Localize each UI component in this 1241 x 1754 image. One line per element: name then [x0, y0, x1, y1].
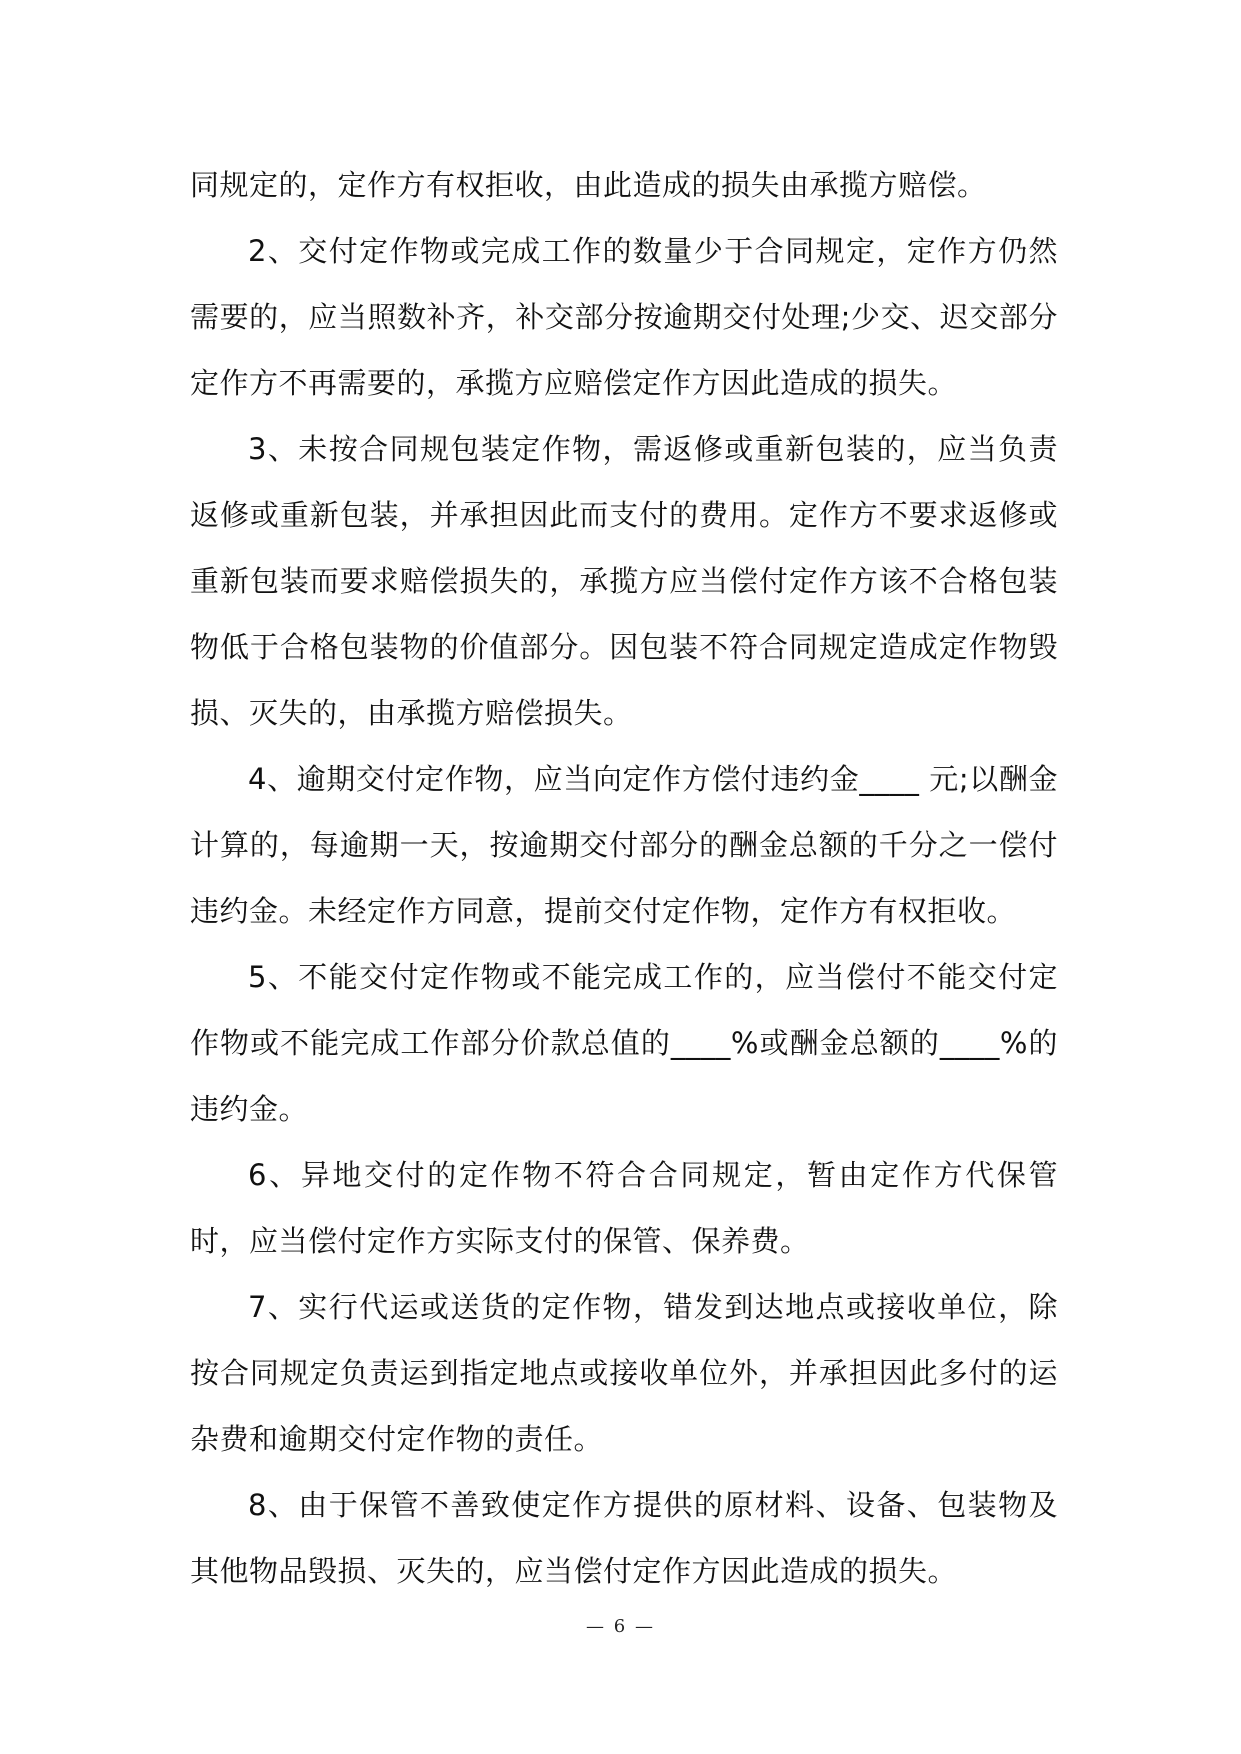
paragraph-clause-4: 4、逾期交付定作物，应当向定作方偿付违约金____ 元;以酬金计算的，每逾期一天，按逾期交付部分的酬金总额的千分之一偿付违约金。未经定作方同意，提前交付定作物，定作方有权拒收。 — [190, 762, 1058, 928]
page-number: — 6 — — [586, 1616, 655, 1637]
paragraph-clause-3: 3、未按合同规包装定作物，需返修或重新包装的，应当负责返修或重新包装，并承担因此而支付的费用。定作方不要求返修或重新包装而要求赔偿损失的，承揽方应当偿付定作方该不合格包装物低于合格包装物的价值部分。因包装不符合同规定造成定作物毁损、灭失的，由承揽方赔偿损失。 — [190, 432, 1058, 730]
paragraph-clause-8: 8、由于保管不善致使定作方提供的原材料、设备、包装物及其他物品毁损、灭失的，应当偿付定作方因此造成的损失。 — [190, 1488, 1058, 1588]
paragraph-clause-2: 2、交付定作物或完成工作的数量少于合同规定，定作方仍然需要的，应当照数补齐，补交部分按逾期交付处理;少交、迟交部分定作方不再需要的，承揽方应赔偿定作方因此造成的损失。 — [190, 234, 1058, 400]
paragraph-clause-6: 6、异地交付的定作物不符合合同规定，暂由定作方代保管时，应当偿付定作方实际支付的保管、保养费。 — [190, 1158, 1058, 1258]
contract-text-body — [190, 152, 1058, 1604]
paragraph-clause-7: 7、实行代运或送货的定作物，错发到达地点或接收单位，除按合同规定负责运到指定地点或接收单位外，并承担因此多付的运杂费和逾期交付定作物的责任。 — [190, 1290, 1058, 1456]
paragraph-continuation: 同规定的，定作方有权拒收，由此造成的损失由承揽方赔偿。 — [190, 168, 987, 202]
paragraph-clause-5: 5、不能交付定作物或不能完成工作的，应当偿付不能交付定作物或不能完成工作部分价款总值的____%或酬金总额的____%的违约金。 — [190, 960, 1058, 1126]
